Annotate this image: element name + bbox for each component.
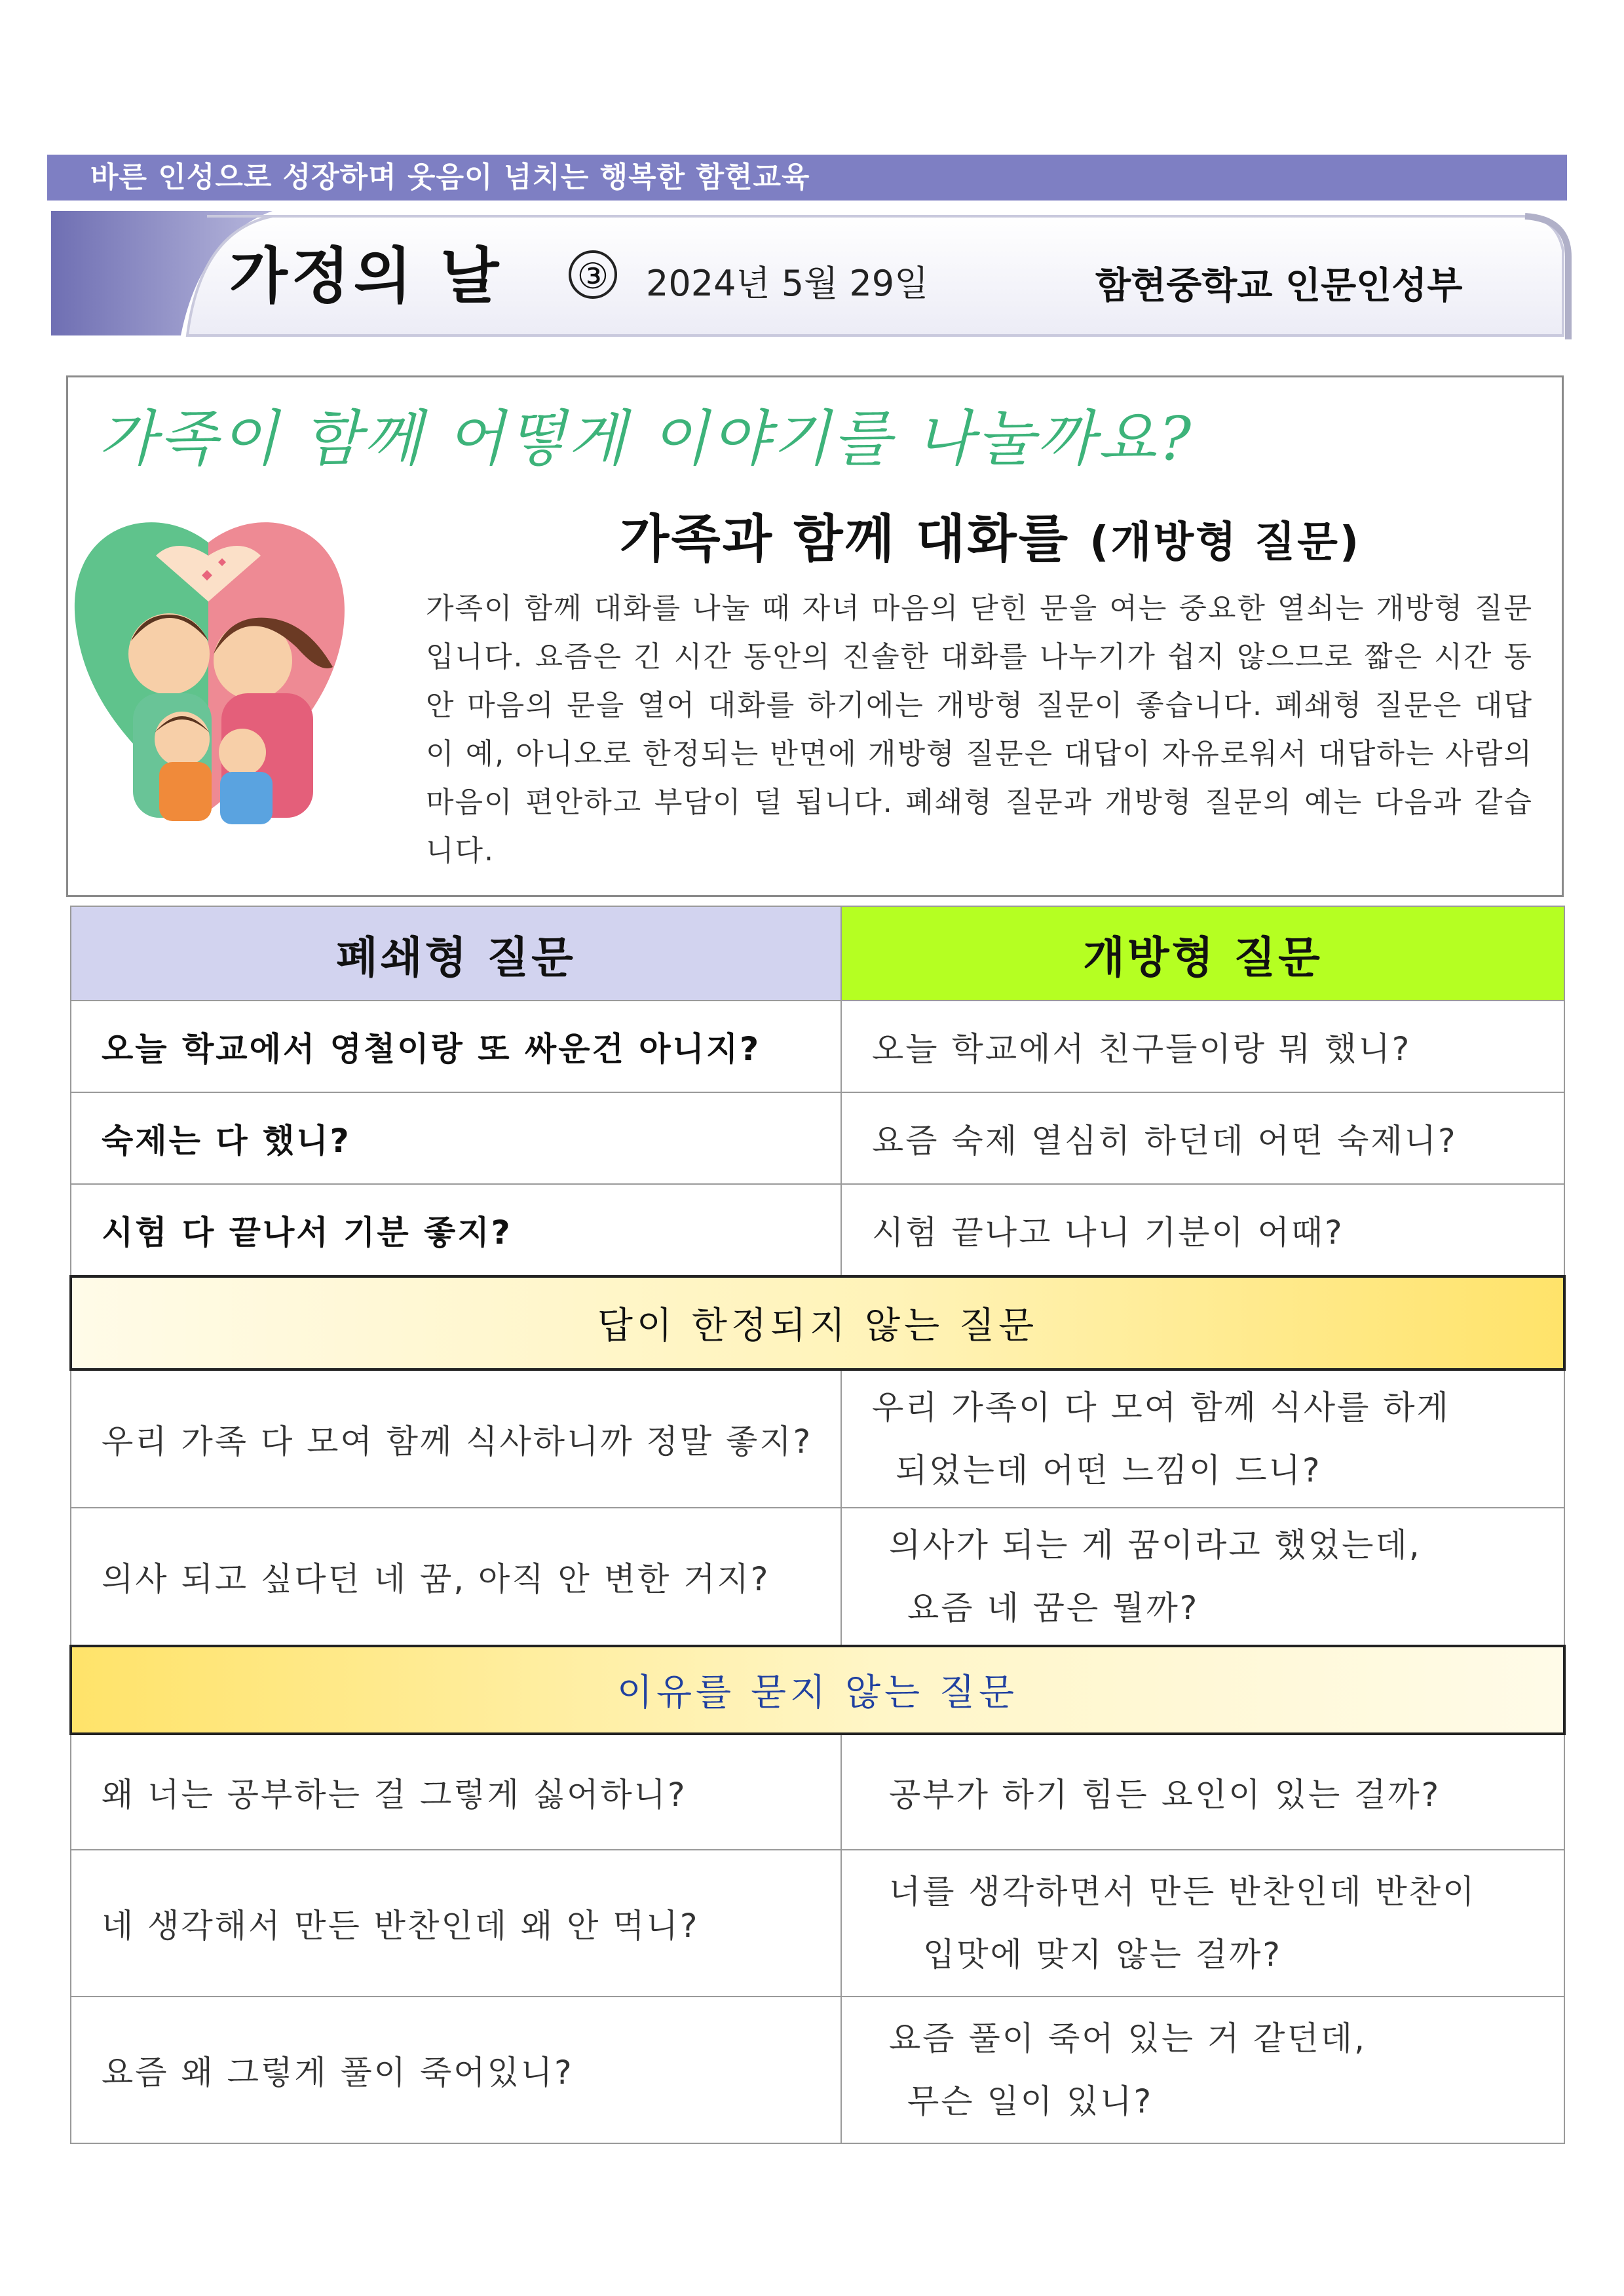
- top-banner: 바른 인성으로 성장하며 웃음이 넘치는 행복한 함현교육: [47, 155, 1567, 201]
- open-question: [841, 1369, 1564, 1508]
- open-question-header: 개방형 질문: [841, 906, 1564, 1001]
- section-row: [71, 1646, 1564, 1734]
- open-question-line2: 입맛에 맞지 않는 걸까?: [923, 1936, 1282, 1974]
- open-question: [841, 1850, 1564, 1997]
- closed-question-header: 폐쇄형 질문: [71, 906, 841, 1001]
- table-row: [71, 1369, 1564, 1508]
- closed-question: 오늘 학교에서 영철이랑 또 싸운건 아니지?: [71, 1001, 841, 1092]
- closed-question: 의사 되고 싶다던 네 꿈, 아직 안 변한 거지?: [71, 1508, 841, 1646]
- table-row: [71, 1850, 1564, 1997]
- closed-question: 네 생각해서 만든 반찬인데 왜 안 먹니?: [71, 1850, 841, 1997]
- intro-paragraph: 가족이 함께 대화를 나눌 때 자녀 마음의 닫힌 문을 여는 중요한 열쇠는 개방형 질문입니다. 요즘은 긴 시간 동안의 진솔한 대화를 나누기가 쉽지 않으므로 짧은 시간 동안 마음의 문을 열어 대화를 하기에는 개방형 질문이 좋습니다. 폐쇄형 질문은 대답이 예, 아니오로 한정되는 반면에 개방형 질문은 대답이 자유로워서 대답하는 사람의 마음이 편안하고 부담이 덜 됩니다. 폐쇄형 질문과 개방형 질문의 예는 다음과 같습니다.: [426, 592, 1533, 868]
- issue-number-badge: ③: [569, 250, 617, 299]
- open-question-line2: 무슨 일이 있니?: [907, 2082, 1154, 2120]
- issue-date: 2024년 5월 29일: [646, 263, 929, 304]
- open-question: 시험 끝나고 나니 기분이 어때?: [841, 1184, 1564, 1276]
- section-row: [71, 1276, 1564, 1369]
- question-comparison-table: [69, 906, 1566, 2144]
- open-question-line1: 너를 생각하면서 만든 반찬인데 반찬이: [889, 1873, 1477, 1911]
- open-question: 요즘 숙제 열심히 하던데 어떤 숙제니?: [841, 1092, 1564, 1184]
- closed-question: 요즘 왜 그렇게 풀이 죽어있니?: [71, 1997, 841, 2143]
- open-question: [841, 1997, 1564, 2143]
- open-question-line2: 되었는데 어떤 느낌이 드니?: [896, 1451, 1322, 1489]
- section-title-no-why: 이유를 묻지 않는 질문: [71, 1646, 1564, 1734]
- intro-title-sub: (개방형 질문): [1089, 518, 1361, 567]
- handwritten-heading: 가족이 함께 어떻게 이야기를 나눌까요?: [98, 404, 1194, 474]
- table-row: [71, 1001, 1564, 1092]
- table-row: [71, 1508, 1564, 1646]
- table-row: [71, 1997, 1564, 2143]
- open-question-line1: 요즘 풀이 죽어 있는 거 같던데,: [889, 2019, 1367, 2057]
- open-question-line1: 우리 가족이 다 모여 함께 식사를 하게: [872, 1388, 1450, 1426]
- page-title: 가정의 날: [229, 241, 503, 311]
- open-question: [841, 1508, 1564, 1646]
- open-question-line1: 의사가 되는 게 꿈이라고 했었는데,: [889, 1526, 1422, 1564]
- open-question-line2: 요즘 네 꿈은 뭘까?: [907, 1589, 1199, 1627]
- table-row: [71, 1734, 1564, 1850]
- section-title-unlimited-answer: 답이 한정되지 않는 질문: [71, 1276, 1564, 1369]
- open-question: 공부가 하기 힘든 요인이 있는 걸까?: [841, 1734, 1564, 1850]
- family-heart-icon: [71, 503, 359, 831]
- closed-question: 우리 가족 다 모여 함께 식사하니까 정말 좋지?: [71, 1369, 841, 1508]
- table-row: [71, 1184, 1564, 1276]
- table-row: [71, 1092, 1564, 1184]
- closed-question: 시험 다 끝나서 기분 좋지?: [71, 1184, 841, 1276]
- family-illustration: [71, 503, 359, 831]
- closed-question: 왜 너는 공부하는 걸 그렇게 싫어하니?: [71, 1734, 841, 1850]
- school-department: 함현중학교 인문인성부: [1095, 265, 1463, 307]
- intro-title-main: 가족과 함께 대화를: [620, 510, 1070, 569]
- intro-title: [620, 498, 1361, 571]
- table-header-row: [71, 906, 1564, 1001]
- closed-question: 숙제는 다 했니?: [71, 1092, 841, 1184]
- open-question: 오늘 학교에서 친구들이랑 뭐 했니?: [841, 1001, 1564, 1092]
